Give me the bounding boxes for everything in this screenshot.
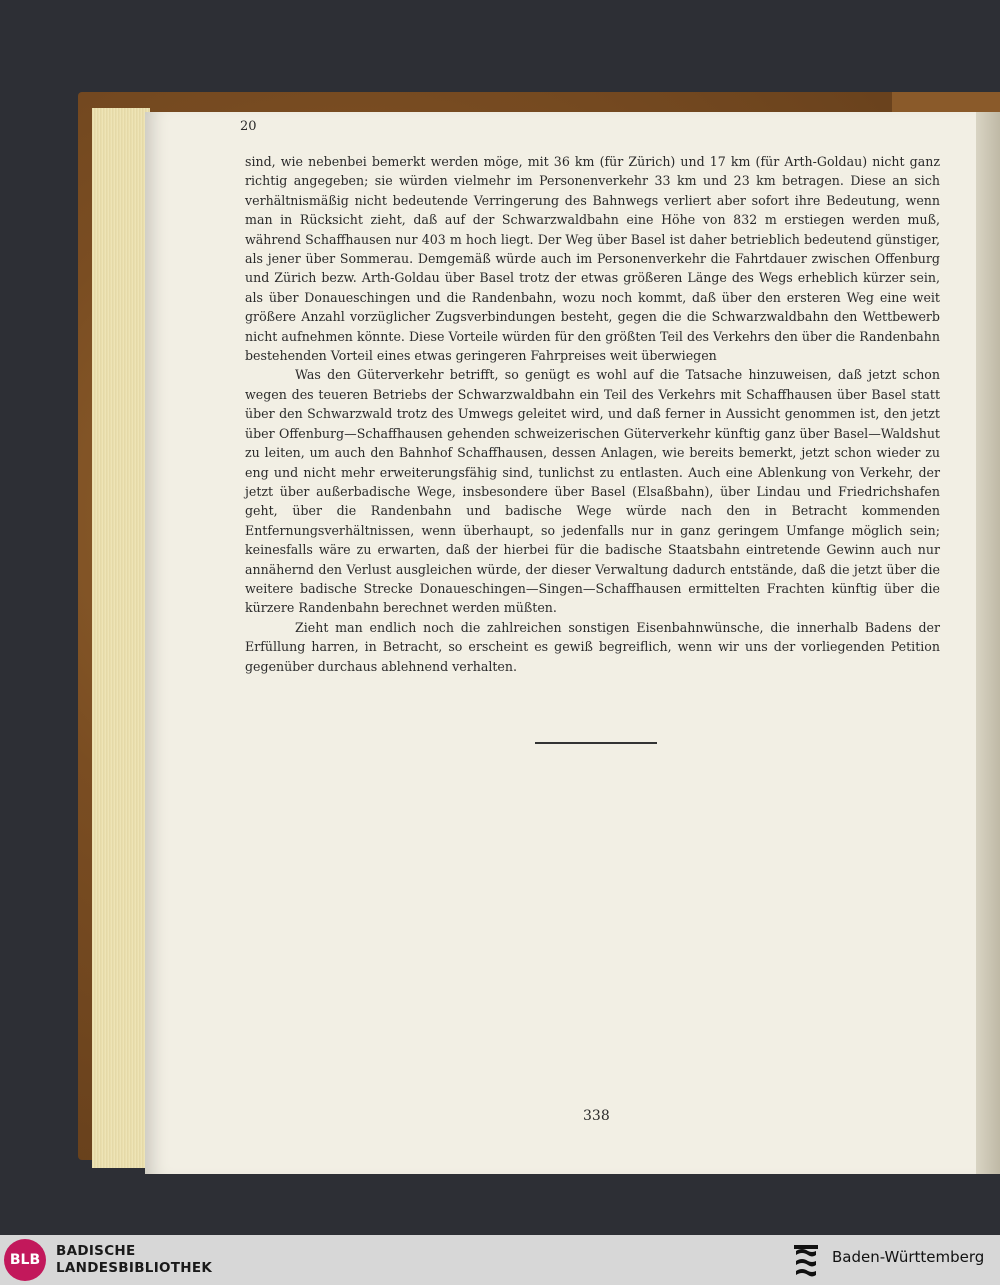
page-edges: [92, 108, 150, 1168]
paragraph-1: sind, wie nebenbei bemerkt werden möge, mit 36 km (für Zürich) und 17 km (für Arth-Goldau) nicht ganz richtig angegeben; sie würden vielmehr im Personenverkehr 33 km und 23 km betragen. Diese an sich verhältnismäßig nicht bedeutende Verringerung des Bahnwegs verliert aber sofort ihre Bedeutung, wenn man in Rücksicht zieht, daß auf der Schwarzwaldbahn eine Höhe von 832 m erstiegen werden muß, während Schaffhausen nur 403 m hoch liegt. Der Weg über Basel ist daher betrieblich bedeutend günstiger, als jener über Sommerau. Demgemäß würde auch im Personenverkehr die Fahrtdauer zwischen Offenburg und Zürich bezw. Arth-Goldau über Basel trotz der etwas größeren Länge des Wegs erheblich kürzer sein, als über Donaueschingen und die Randenbahn, wozu noch kommt, daß über den ersteren Weg eine weit größere Anzahl vorzüglicher Zugsverbindungen besteht, gegen die die Schwarzwaldbahn den Wettbewerb nicht aufnehmen könnte. Diese Vorteile würden für den größten Teil des Verkehrs den über die Randenbahn bestehenden Vorteil eines etwas geringeren Fahrpreises weit überwiegen: [245, 154, 940, 364]
page-gutter: [976, 112, 1000, 1174]
library-name-line2: LANDESBIBLIOTHEK: [56, 1260, 213, 1276]
paragraph-3: Zieht man endlich noch die zahlreichen sonstigen Eisenbahnwünsche, die innerhalb Badens der Erfüllung harren, in Betracht, so erscheint es gewiß begreiflich, wenn wir uns der vorliegenden Petition gegenüber durchaus ablehnend verhalten.: [245, 619, 940, 674]
page-number: 20: [240, 119, 257, 134]
blb-logo[interactable]: BLB: [4, 1239, 46, 1281]
library-name[interactable]: [56, 1243, 212, 1277]
page-text: [245, 152, 940, 676]
coat-of-arms-lions-icon: [790, 1241, 822, 1279]
section-rule: [535, 742, 657, 744]
book-spine: [892, 92, 1000, 112]
paragraph-2: Was den Güterverkehr betrifft, so genügt es wohl auf die Tatsache hinzuweisen, daß jetzt schon wegen des teueren Betriebs der Schwarzwaldbahn ein Teil des Verkehrs mit Schaffhausen über Basel statt über den Schwarzwald trotz des Umwegs geleitet wird, und daß ferner in Aussicht genommen ist, den jetzt über Offenburg—Schaffhausen gehenden schweizerischen Güterverkehr künftig ganz über Basel—Waldshut zu leiten, um auch den Bahnhof Schaffhausen, dessen Anlagen, wie bereits bemerkt, jetzt schon wieder zu eng und nicht mehr erweiterungsfähig sind, tunlichst zu entlasten. Auch eine Ablenkung von Verkehr, der jetzt über außerbadische Wege, insbesondere über Basel (Elsaßbahn), über Lindau und Friedrichshafen geht, über die Randenbahn und badische Wege würde nach den in Betracht kommenden Entfernungsverhältnissen, wenn überhaupt, so jedenfalls nur in ganz geringem Umfange möglich sein; keinesfalls wäre zu erwarten, daß der hierbei für die badische Staatsbahn eintretende Gewinn auch nur annähernd den Verlust ausgleichen würde, der dieser Verwaltung dadurch entstände, daß die jetzt über die weitere badische Strecke Donaueschingen—Singen—Schaffhausen ermittelten Frachten künftig über die kürzere Randenbahn berechnet werden müßten.: [245, 367, 940, 616]
folio-number: 338: [583, 1108, 610, 1124]
library-name-line1: BADISCHE: [56, 1243, 136, 1259]
state-name[interactable]: Baden-Württemberg: [832, 1248, 985, 1266]
